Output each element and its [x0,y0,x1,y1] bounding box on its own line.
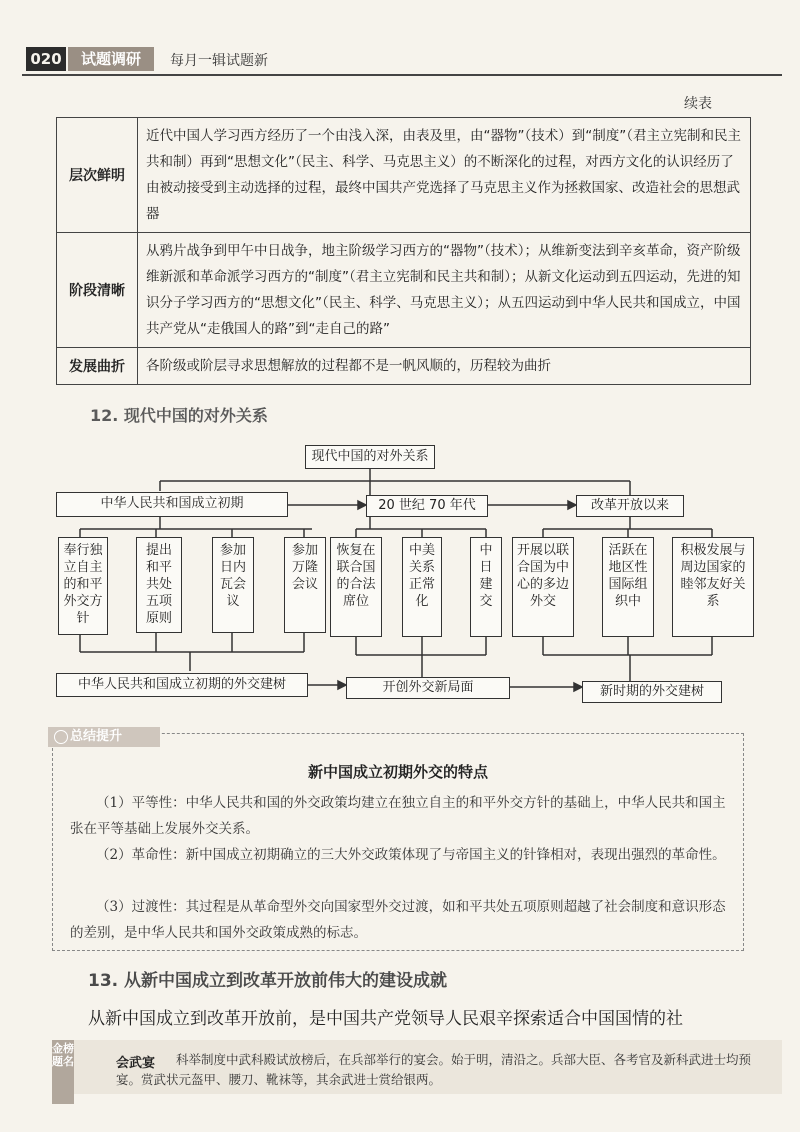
policy-box: 积极发展与周边国家的睦邻友好关系 [672,537,754,637]
footer-term: 会武宴 [116,1056,156,1071]
summary-table [56,117,751,385]
policy-box: 参加万隆会议 [284,537,326,633]
bulb-icon [54,730,68,744]
outcome-new-era: 新时期的外交建树 [582,681,722,703]
policy-box: 中日建交 [470,537,502,637]
outcome-founding: 中华人民共和国成立初期的外交建树 [56,673,308,697]
period-founding: 中华人民共和国成立初期 [56,492,288,517]
body-paragraph: 从新中国成立到改革开放前，是中国共产党领导人民艰辛探索适合中国国情的社 [88,1009,683,1029]
summary-point: （2）革命性：新中国成立初期确立的三大外交政策体现了与帝国主义的针锋相对，表现出强烈的革命性。 [96,847,726,863]
table-row [57,348,751,385]
period-reform: 改革开放以来 [576,495,684,517]
series-title: 每月一辑试题新 [170,53,268,69]
continued-label: 续表 [684,96,712,112]
footer-text: 科举制度中武科殿试放榜后，在兵部举行的宴会。始于明，清沿之。兵部大臣、各考官及新科武进士均预宴。赏武状元盔甲、腰刀、靴袜等，其余武进士赏给银两。 [116,1052,752,1087]
policy-box: 恢复在联合国的合法席位 [330,537,382,637]
row-text: 各阶级或阶层寻求思想解放的过程都不是一帆风顺的，历程较为曲折 [138,348,751,385]
row-label: 层次鲜明 [57,118,138,233]
header-divider [22,74,782,76]
section-13-heading: 13. 从新中国成立到改革开放前伟大的建设成就 [88,971,448,991]
row-text: 近代中国人学习西方经历了一个由浅入深，由表及里，由“器物”（技术）到“制度”（君主立宪制和民主共和制）再到“思想文化”（民主、科学、马克思主义）的不断深化的过程，对西方文化的认识经历了由被动接受到主动选择的过程，最终中国共产党选择了马克思主义作为拯救国家、改造社会的思想武器 [138,118,751,233]
policy-box: 提出和平共处五项原则 [136,537,182,633]
row-label: 阶段清晰 [57,233,138,348]
period-1970s: 20 世纪 70 年代 [366,495,488,517]
footer-side-label: 金榜题名 [52,1040,74,1104]
summary-title: 新中国成立初期外交的特点 [307,763,488,781]
page-number: 020 [26,47,66,71]
summary-point: （3）过渡性：其过程是从革命型外交向国家型外交过渡，如和平共处五项原则超越了社会制度和意识形态的差别，是中华人民共和国外交政策成熟的标志。 [70,899,726,941]
summary-point: （1）平等性：中华人民共和国的外交政策均建立在独立自主的和平外交方针的基础上，中华人民共和国主张在平等基础上发展外交关系。 [70,795,726,837]
row-label: 发展曲折 [57,348,138,385]
summary-tag: 总结提升 [48,727,160,747]
outcome-new-situation: 开创外交新局面 [346,677,510,699]
diagram-root: 现代中国的对外关系 [305,445,435,469]
policy-box: 活跃在地区性国际组织中 [602,537,654,637]
foreign-relations-diagram [40,437,760,717]
row-text: 从鸦片战争到甲午中日战争，地主阶级学习西方的“器物”（技术）；从维新变法到辛亥革命，资产阶级维新派和革命派学习西方的“制度”（君主立宪制和民主共和制）；从新文化运动到五四运动，先进的知识分子学习西方的“思想文化”（民主、科学、马克思主义）；从五四运动到中华人民共和国成立，中国共产党从“走俄国人的路”到“走自己的路” [138,233,751,348]
table-row [57,233,751,348]
policy-box: 开展以联合国为中心的多边外交 [512,537,574,637]
policy-box: 中美关系正常化 [402,537,442,637]
policy-box: 奉行独立自主的和平外交方针 [58,537,108,635]
section-title: 试题调研 [68,47,154,71]
table-row [57,118,751,233]
section-12-heading: 12. 现代中国的对外关系 [90,406,268,425]
policy-box: 参加日内瓦会议 [212,537,254,633]
